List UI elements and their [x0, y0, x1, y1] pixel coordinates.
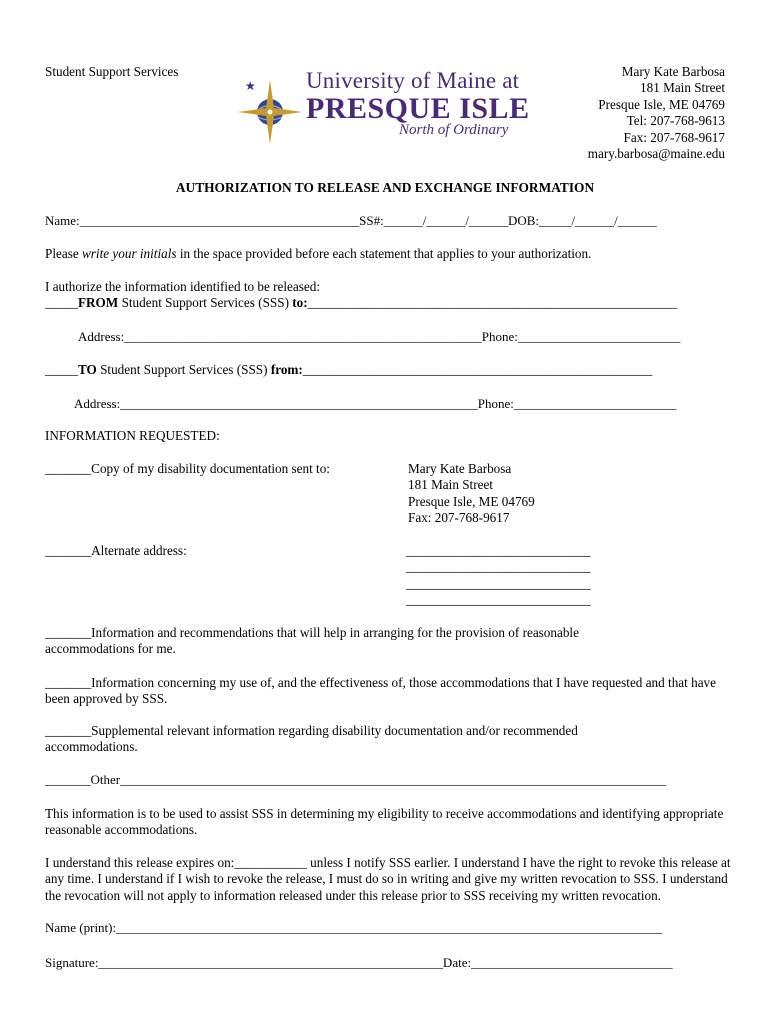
- alt-line[interactable]: ____________________________: [406, 575, 591, 591]
- instruction-pre: Please: [45, 246, 82, 261]
- alt-line[interactable]: ____________________________: [406, 543, 591, 558]
- from-recipient-line[interactable]: ________________________________________________________: [307, 295, 677, 310]
- usage-effectiveness-item[interactable]: _______Information concerning my use of, and the effectiveness of, those accommodations that I have requested and that have been approved by SSS.: [45, 675, 717, 707]
- department-name: Student Support Services: [45, 64, 179, 79]
- logo-line1: University of Maine at: [306, 68, 520, 93]
- from-initials-blank[interactable]: _____: [45, 295, 78, 310]
- purpose-statement: This information is to be used to assist SSS in determining my eligibility to receive accommodations and identifying appropriate reasonable accommodations.: [45, 806, 724, 838]
- send-to-fax: Fax: 207-768-9617: [408, 510, 510, 526]
- from-keyword: FROM: [77, 295, 119, 310]
- from-text: Student Support Services (SSS): [118, 295, 293, 310]
- alternate-address-item[interactable]: _______Alternate address:: [45, 543, 187, 558]
- university-logo: [236, 60, 530, 150]
- supplemental-info-item[interactable]: _______Supplemental relevant information regarding disability documentation and/or recommended accommodations.: [45, 723, 578, 755]
- to-source-line[interactable]: _____________________________________________________: [302, 362, 653, 377]
- from-address-phone-row[interactable]: Address:_______________________________________________________Phone:_________________________: [78, 329, 681, 344]
- instruction-text: [45, 246, 591, 262]
- to-address-phone-row[interactable]: Address:_______________________________________________________Phone:_________________________: [74, 396, 677, 411]
- logo-line2: PRESQUE ISLE: [306, 92, 530, 125]
- contact-tel: Tel: 207-768-9613: [626, 113, 725, 129]
- to-sss-row[interactable]: [45, 362, 652, 378]
- logo-tagline: North of Ordinary: [399, 122, 509, 138]
- to-initials-blank[interactable]: _____: [45, 362, 78, 377]
- authorize-intro: I authorize the information identified to be released:: [45, 279, 320, 294]
- name-ssn-dob-row[interactable]: Name:___________________________________________SS#:______/______/______DOB:_____/______/______: [45, 213, 657, 228]
- info-requested-heading: INFORMATION REQUESTED:: [45, 428, 220, 443]
- name-print-field[interactable]: Name (print):____________________________________________________________________________________: [45, 920, 663, 935]
- from-sss-row[interactable]: [45, 295, 677, 311]
- from-suffix: to:: [292, 295, 308, 310]
- contact-street: 181 Main Street: [640, 80, 725, 96]
- alternate-address-lines[interactable]: [406, 543, 591, 609]
- alt-line[interactable]: ____________________________: [406, 559, 591, 575]
- recommendations-item[interactable]: _______Information and recommendations that will help in arranging for the provision of reasonable accommodations for me.: [45, 625, 579, 657]
- send-to-address: [408, 461, 535, 527]
- to-text: Student Support Services (SSS): [96, 362, 271, 377]
- contact-city: Presque Isle, ME 04769: [598, 96, 725, 112]
- form-title: AUTHORIZATION TO RELEASE AND EXCHANGE INFORMATION: [175, 180, 595, 195]
- other-item[interactable]: _______Other____________________________________________________________________________________: [45, 772, 667, 787]
- contact-name: Mary Kate Barbosa: [621, 64, 725, 79]
- contact-block: [505, 64, 725, 162]
- alt-line[interactable]: ____________________________: [406, 592, 591, 608]
- contact-fax: Fax: 207-768-9617: [623, 129, 725, 145]
- instruction-emphasis: write your initials: [82, 246, 177, 261]
- send-to-city: Presque Isle, ME 04769: [408, 493, 535, 509]
- signature-date-field[interactable]: Signature:_____________________________________________________Date:_______________________________: [45, 955, 673, 970]
- send-to-name: Mary Kate Barbosa: [408, 461, 512, 476]
- send-to-street: 181 Main Street: [408, 477, 493, 493]
- to-keyword: TO: [77, 362, 97, 377]
- to-suffix: from:: [270, 362, 303, 377]
- copy-documentation-item[interactable]: _______Copy of my disability documentation sent to:: [45, 461, 330, 476]
- instruction-post: in the space provided before each statement that applies to your authorization.: [176, 246, 592, 261]
- expiry-statement: I understand this release expires on:___________ unless I notify SSS earlier. I understand I have the right to revoke this release at any time. I understand if I wish to revoke the release, I must do so in writing and give my written revocation to SSS. I understand the revocation will not apply to information released under this release prior to SSS receiving my written revocation.: [45, 855, 731, 903]
- contact-email: mary.barbosa@maine.edu: [587, 146, 725, 162]
